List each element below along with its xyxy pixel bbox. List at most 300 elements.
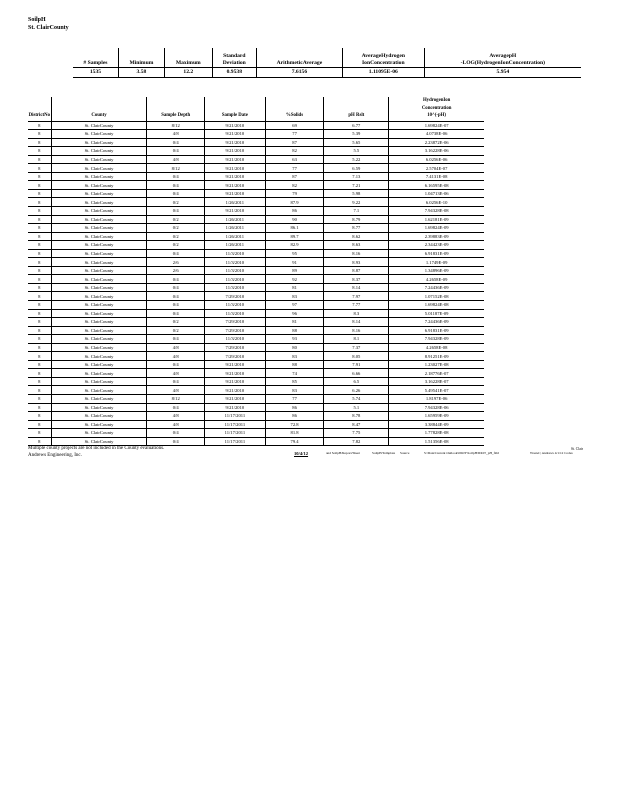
cell-hydrogen: 7.24436E-09 bbox=[389, 318, 484, 327]
table-row bbox=[28, 275, 484, 284]
detail-header-row bbox=[28, 97, 484, 121]
detail-header-solids: %Solids bbox=[265, 97, 324, 121]
cell-county: St. ClairCounty bbox=[51, 241, 147, 250]
cell-ph: 9.22 bbox=[324, 198, 389, 207]
cell-district: 8 bbox=[28, 283, 51, 292]
cell-depth: 0/4 bbox=[147, 189, 205, 198]
cell-depth: 0/4 bbox=[147, 377, 205, 386]
cell-date: 9/21/2010 bbox=[205, 377, 266, 386]
cell-solids: 77 bbox=[265, 395, 324, 404]
cell-county: St. ClairCounty bbox=[51, 249, 147, 258]
cell-ph: 6.77 bbox=[324, 121, 389, 130]
cell-solids: 81 bbox=[265, 283, 324, 292]
cell-date: 9/21/2010 bbox=[205, 369, 266, 378]
cell-hydrogen: 2.34423E-09 bbox=[389, 241, 484, 250]
table-row bbox=[28, 147, 484, 156]
cell-hydrogen: 5.01187E-09 bbox=[389, 309, 484, 318]
cell-solids: 82 bbox=[265, 147, 324, 156]
table-row bbox=[28, 412, 484, 421]
cell-date: 9/21/2010 bbox=[205, 121, 266, 130]
cell-district: 8 bbox=[28, 403, 51, 412]
cell-solids: 83 bbox=[265, 292, 324, 301]
cell-county: St. ClairCounty bbox=[51, 300, 147, 309]
footer-right-top: St. Clair bbox=[571, 447, 583, 451]
cell-hydrogen: 3.16228E-06 bbox=[389, 147, 484, 156]
cell-ph: 5.39 bbox=[324, 130, 389, 139]
cell-hydrogen: 1.8197E-06 bbox=[389, 395, 484, 404]
cell-depth: 0/4 bbox=[147, 292, 205, 301]
summary-header-minimum: Minimum bbox=[118, 48, 164, 68]
cell-solids: 77 bbox=[265, 164, 324, 173]
cell-county: St. ClairCounty bbox=[51, 386, 147, 395]
table-row bbox=[28, 352, 484, 361]
summary-value-avg-hydrogen: 1.11095E-06 bbox=[342, 68, 424, 78]
table-row bbox=[28, 189, 484, 198]
cell-district: 8 bbox=[28, 155, 51, 164]
cell-depth: 0/2 bbox=[147, 326, 205, 335]
cell-date: 11/17/2011 bbox=[205, 437, 266, 446]
cell-hydrogen: 7.94328E-09 bbox=[389, 335, 484, 344]
cell-solids: 69 bbox=[265, 121, 324, 130]
cell-county: St. ClairCounty bbox=[51, 437, 147, 446]
summary-value-avg-ph: 5.954 bbox=[424, 68, 581, 78]
table-row bbox=[28, 386, 484, 395]
cell-district: 8 bbox=[28, 326, 51, 335]
cell-depth: 0/4 bbox=[147, 147, 205, 156]
table-row bbox=[28, 138, 484, 147]
cell-ph: 8.93 bbox=[324, 258, 389, 267]
cell-solids: 93 bbox=[265, 335, 324, 344]
cell-hydrogen: 6.91831E-09 bbox=[389, 249, 484, 258]
cell-district: 8 bbox=[28, 232, 51, 241]
cell-solids: 95 bbox=[265, 249, 324, 258]
table-row bbox=[28, 318, 484, 327]
table-row bbox=[28, 369, 484, 378]
report-title bbox=[28, 16, 69, 32]
cell-hydrogen: 4.2658E-08 bbox=[389, 343, 484, 352]
detail-header-district: DistrictNo bbox=[28, 97, 51, 121]
cell-solids: 83 bbox=[265, 352, 324, 361]
cell-depth: 0/4 bbox=[147, 138, 205, 147]
cell-solids: 77 bbox=[265, 130, 324, 139]
cell-ph: 8.16 bbox=[324, 249, 389, 258]
cell-ph: 5.22 bbox=[324, 155, 389, 164]
cell-county: St. ClairCounty bbox=[51, 292, 147, 301]
cell-hydrogen: 1.04713E-06 bbox=[389, 189, 484, 198]
cell-hydrogen: 7.94328E-08 bbox=[389, 206, 484, 215]
cell-solids: 89.7 bbox=[265, 232, 324, 241]
cell-solids: 83 bbox=[265, 386, 324, 395]
cell-hydrogen: 3.16228E-07 bbox=[389, 377, 484, 386]
table-row bbox=[28, 360, 484, 369]
cell-ph: 7.82 bbox=[324, 437, 389, 446]
table-row bbox=[28, 326, 484, 335]
cell-county: St. ClairCounty bbox=[51, 138, 147, 147]
cell-county: St. ClairCounty bbox=[51, 360, 147, 369]
cell-date: 9/21/2010 bbox=[205, 181, 266, 190]
cell-hydrogen: 4.0738E-06 bbox=[389, 130, 484, 139]
summary-value-samples: 1535 bbox=[73, 68, 118, 78]
cell-date: 9/21/2010 bbox=[205, 403, 266, 412]
table-row bbox=[28, 292, 484, 301]
cell-ph: 6.59 bbox=[324, 164, 389, 173]
cell-district: 8 bbox=[28, 309, 51, 318]
cell-hydrogen: 6.0256E-06 bbox=[389, 155, 484, 164]
table-row bbox=[28, 335, 484, 344]
cell-ph: 7.77 bbox=[324, 300, 389, 309]
cell-county: St. ClairCounty bbox=[51, 224, 147, 233]
table-row bbox=[28, 164, 484, 173]
cell-depth: 4/8 bbox=[147, 155, 205, 164]
cell-county: St. ClairCounty bbox=[51, 266, 147, 275]
cell-depth: 0/2 bbox=[147, 241, 205, 250]
cell-depth: 0/2 bbox=[147, 198, 205, 207]
cell-depth: 0/4 bbox=[147, 275, 205, 284]
cell-depth: 0/4 bbox=[147, 429, 205, 438]
table-row bbox=[28, 206, 484, 215]
table-row bbox=[28, 241, 484, 250]
cell-date: 9/21/2010 bbox=[205, 172, 266, 181]
cell-hydrogen: 1.69824E-07 bbox=[389, 121, 484, 130]
cell-county: St. ClairCounty bbox=[51, 130, 147, 139]
cell-date: 9/21/2010 bbox=[205, 360, 266, 369]
cell-county: St. ClairCounty bbox=[51, 215, 147, 224]
cell-depth: 8/12 bbox=[147, 395, 205, 404]
cell-district: 8 bbox=[28, 266, 51, 275]
detail-header-depth: Sample Depth bbox=[147, 97, 205, 121]
cell-solids: 72.8 bbox=[265, 420, 324, 429]
cell-district: 8 bbox=[28, 189, 51, 198]
cell-district: 8 bbox=[28, 258, 51, 267]
cell-solids: 79.4 bbox=[265, 437, 324, 446]
cell-depth: 0/2 bbox=[147, 318, 205, 327]
cell-date: 11/3/2010 bbox=[205, 309, 266, 318]
table-row bbox=[28, 300, 484, 309]
table-row bbox=[28, 232, 484, 241]
cell-solids: 86 bbox=[265, 412, 324, 421]
summary-value-minimum: 3.58 bbox=[118, 68, 164, 78]
cell-solids: 86 bbox=[265, 403, 324, 412]
cell-date: 1/26/2011 bbox=[205, 198, 266, 207]
cell-district: 8 bbox=[28, 335, 51, 344]
cell-district: 8 bbox=[28, 377, 51, 386]
cell-solids: 82 bbox=[265, 181, 324, 190]
cell-county: St. ClairCounty bbox=[51, 377, 147, 386]
cell-solids: 85 bbox=[265, 377, 324, 386]
cell-hydrogen: 1.69824E-08 bbox=[389, 300, 484, 309]
cell-date: 11/17/2011 bbox=[205, 412, 266, 421]
cell-hydrogen: 5.49541E-07 bbox=[389, 386, 484, 395]
cell-solids: 79 bbox=[265, 189, 324, 198]
cell-solids: 87 bbox=[265, 138, 324, 147]
footer-note: Multiple county projects are not included in the County evaluations. bbox=[28, 446, 165, 451]
cell-solids: 80 bbox=[265, 343, 324, 352]
cell-solids: 74 bbox=[265, 369, 324, 378]
cell-date: 9/21/2010 bbox=[205, 130, 266, 139]
cell-district: 8 bbox=[28, 412, 51, 421]
cell-solids: 97 bbox=[265, 300, 324, 309]
table-row bbox=[28, 172, 484, 181]
cell-date: 7/29/2010 bbox=[205, 318, 266, 327]
cell-date: 7/29/2010 bbox=[205, 343, 266, 352]
cell-depth: 8/12 bbox=[147, 121, 205, 130]
summary-table bbox=[73, 48, 581, 78]
cell-date: 11/3/2010 bbox=[205, 258, 266, 267]
cell-ph: 7.37 bbox=[324, 343, 389, 352]
cell-district: 8 bbox=[28, 224, 51, 233]
cell-county: St. ClairCounty bbox=[51, 420, 147, 429]
cell-district: 8 bbox=[28, 138, 51, 147]
cell-county: St. ClairCounty bbox=[51, 206, 147, 215]
footer-source-path: S:\Data\Current Outlook\IDOT\SoilpH\IDOT_pH_fld2 bbox=[424, 451, 500, 455]
cell-ph: 8.77 bbox=[324, 224, 389, 233]
summary-header-arith-avg: ArithmeticAverage bbox=[256, 48, 342, 68]
cell-ph: 8.14 bbox=[324, 318, 389, 327]
cell-county: St. ClairCounty bbox=[51, 412, 147, 421]
cell-district: 8 bbox=[28, 386, 51, 395]
cell-ph: 7.75 bbox=[324, 429, 389, 438]
cell-ph: 8.87 bbox=[324, 266, 389, 275]
cell-depth: 0/4 bbox=[147, 249, 205, 258]
cell-depth: 4/8 bbox=[147, 386, 205, 395]
cell-county: St. ClairCounty bbox=[51, 198, 147, 207]
footer-author: Wsatel | Andrews 4/1/12 Codes bbox=[530, 451, 573, 455]
cell-depth: 0/4 bbox=[147, 172, 205, 181]
cell-hydrogen: 6.16595E-08 bbox=[389, 181, 484, 190]
cell-district: 8 bbox=[28, 206, 51, 215]
cell-ph: 6.66 bbox=[324, 369, 389, 378]
cell-ph: 8.78 bbox=[324, 412, 389, 421]
cell-date: 11/3/2010 bbox=[205, 283, 266, 292]
table-row bbox=[28, 130, 484, 139]
cell-district: 8 bbox=[28, 369, 51, 378]
cell-date: 9/21/2010 bbox=[205, 147, 266, 156]
cell-date: 1/26/2011 bbox=[205, 232, 266, 241]
summary-header-std-dev: Standard Deviation bbox=[212, 48, 256, 68]
cell-district: 8 bbox=[28, 241, 51, 250]
cell-hydrogen: 7.94328E-06 bbox=[389, 403, 484, 412]
cell-solids: 86.1 bbox=[265, 224, 324, 233]
cell-hydrogen: 1.77828E-08 bbox=[389, 429, 484, 438]
cell-date: 9/21/2010 bbox=[205, 138, 266, 147]
cell-ph: 8.47 bbox=[324, 420, 389, 429]
cell-county: St. ClairCounty bbox=[51, 352, 147, 361]
table-row bbox=[28, 198, 484, 207]
cell-county: St. ClairCounty bbox=[51, 403, 147, 412]
cell-ph: 7.21 bbox=[324, 181, 389, 190]
cell-date: 1/26/2011 bbox=[205, 215, 266, 224]
cell-district: 8 bbox=[28, 352, 51, 361]
detail-header-date: Sample Date bbox=[205, 97, 266, 121]
cell-hydrogen: 6.91831E-09 bbox=[389, 326, 484, 335]
cell-hydrogen: 1.65959E-09 bbox=[389, 412, 484, 421]
cell-hydrogen: 1.69824E-09 bbox=[389, 224, 484, 233]
detail-header-ph: pH Rslt bbox=[324, 97, 389, 121]
cell-date: 9/21/2010 bbox=[205, 395, 266, 404]
cell-district: 8 bbox=[28, 360, 51, 369]
footer-date: 10/4/12 bbox=[294, 451, 309, 456]
summary-header-avg-hydrogen: AverageHydrogen IonConcentration bbox=[342, 48, 424, 68]
cell-solids: 88 bbox=[265, 360, 324, 369]
cell-depth: 0/4 bbox=[147, 335, 205, 344]
cell-depth: 4/8 bbox=[147, 412, 205, 421]
cell-county: St. ClairCounty bbox=[51, 164, 147, 173]
cell-depth: 0/4 bbox=[147, 360, 205, 369]
cell-hydrogen: 4.2658E-09 bbox=[389, 275, 484, 284]
report-title-line1: SoilpH bbox=[28, 17, 46, 23]
summary-header-avg-ph: AveragepH -LOG(HydrogenIonConcentration) bbox=[424, 48, 581, 68]
footer-report-ref: and SoilpH/Report/Sheet bbox=[326, 451, 360, 455]
table-row bbox=[28, 377, 484, 386]
cell-date: 1/26/2011 bbox=[205, 224, 266, 233]
summary-value-std-dev: 0.9538 bbox=[212, 68, 256, 78]
cell-district: 8 bbox=[28, 343, 51, 352]
cell-district: 8 bbox=[28, 249, 51, 258]
summary-value-maximum: 12.2 bbox=[164, 68, 212, 78]
cell-depth: 0/4 bbox=[147, 283, 205, 292]
cell-county: St. ClairCounty bbox=[51, 283, 147, 292]
cell-ph: 5.74 bbox=[324, 395, 389, 404]
cell-ph: 5.98 bbox=[324, 189, 389, 198]
cell-county: St. ClairCounty bbox=[51, 155, 147, 164]
cell-depth: 0/2 bbox=[147, 224, 205, 233]
cell-solids: 90 bbox=[265, 215, 324, 224]
cell-district: 8 bbox=[28, 300, 51, 309]
cell-date: 7/29/2010 bbox=[205, 326, 266, 335]
cell-ph: 5.1 bbox=[324, 403, 389, 412]
cell-county: St. ClairCounty bbox=[51, 429, 147, 438]
summary-value-row bbox=[73, 68, 581, 78]
cell-ph: 8.05 bbox=[324, 352, 389, 361]
cell-hydrogen: 1.62181E-09 bbox=[389, 215, 484, 224]
cell-county: St. ClairCounty bbox=[51, 326, 147, 335]
cell-depth: 4/8 bbox=[147, 130, 205, 139]
cell-depth: 0/4 bbox=[147, 181, 205, 190]
cell-date: 7/29/2010 bbox=[205, 292, 266, 301]
cell-hydrogen: 7.4131E-08 bbox=[389, 172, 484, 181]
table-row bbox=[28, 420, 484, 429]
cell-date: 11/3/2010 bbox=[205, 275, 266, 284]
cell-date: 9/21/2010 bbox=[205, 206, 266, 215]
cell-ph: 8.3 bbox=[324, 309, 389, 318]
cell-hydrogen: 7.24436E-09 bbox=[389, 283, 484, 292]
cell-date: 9/21/2010 bbox=[205, 155, 266, 164]
cell-solids: 86 bbox=[265, 206, 324, 215]
table-row bbox=[28, 181, 484, 190]
cell-date: 11/17/2011 bbox=[205, 429, 266, 438]
cell-date: 11/17/2011 bbox=[205, 420, 266, 429]
cell-hydrogen: 1.34896E-09 bbox=[389, 266, 484, 275]
footer-source-label: Source bbox=[400, 451, 410, 455]
cell-district: 8 bbox=[28, 147, 51, 156]
cell-depth: 0/2 bbox=[147, 215, 205, 224]
cell-depth: 0/4 bbox=[147, 309, 205, 318]
report-title-line2: St. ClairCounty bbox=[28, 25, 69, 31]
cell-county: St. ClairCounty bbox=[51, 181, 147, 190]
cell-hydrogen: 2.39883E-09 bbox=[389, 232, 484, 241]
cell-ph: 7.1 bbox=[324, 206, 389, 215]
cell-district: 8 bbox=[28, 172, 51, 181]
table-row bbox=[28, 249, 484, 258]
summary-header-maximum: Maximum bbox=[164, 48, 212, 68]
cell-ph: 5.5 bbox=[324, 147, 389, 156]
cell-date: 9/21/2010 bbox=[205, 164, 266, 173]
table-row bbox=[28, 309, 484, 318]
cell-date: 11/3/2010 bbox=[205, 300, 266, 309]
cell-county: St. ClairCounty bbox=[51, 232, 147, 241]
cell-depth: 0/4 bbox=[147, 403, 205, 412]
cell-solids: 63 bbox=[265, 155, 324, 164]
cell-county: St. ClairCounty bbox=[51, 258, 147, 267]
cell-county: St. ClairCounty bbox=[51, 275, 147, 284]
cell-hydrogen: 8.91251E-09 bbox=[389, 352, 484, 361]
cell-county: St. ClairCounty bbox=[51, 343, 147, 352]
cell-solids: 91 bbox=[265, 258, 324, 267]
table-row bbox=[28, 343, 484, 352]
cell-hydrogen: 1.07152E-08 bbox=[389, 292, 484, 301]
cell-solids: 87 bbox=[265, 172, 324, 181]
table-row bbox=[28, 258, 484, 267]
cell-district: 8 bbox=[28, 198, 51, 207]
cell-ph: 6.26 bbox=[324, 386, 389, 395]
cell-ph: 8.1 bbox=[324, 335, 389, 344]
table-row bbox=[28, 215, 484, 224]
cell-ph: 6.5 bbox=[324, 377, 389, 386]
cell-depth: 2/6 bbox=[147, 266, 205, 275]
cell-date: 1/26/2011 bbox=[205, 241, 266, 250]
cell-county: St. ClairCounty bbox=[51, 335, 147, 344]
cell-depth: 4/8 bbox=[147, 420, 205, 429]
cell-depth: 0/4 bbox=[147, 300, 205, 309]
cell-district: 8 bbox=[28, 420, 51, 429]
cell-ph: 8.16 bbox=[324, 326, 389, 335]
cell-solids: 88 bbox=[265, 326, 324, 335]
footer-company: Andrews Engineering, Inc. bbox=[28, 453, 82, 458]
cell-date: 9/21/2010 bbox=[205, 189, 266, 198]
cell-district: 8 bbox=[28, 395, 51, 404]
summary-header-row bbox=[73, 48, 581, 68]
cell-depth: 8/12 bbox=[147, 164, 205, 173]
cell-date: 9/21/2010 bbox=[205, 386, 266, 395]
cell-county: St. ClairCounty bbox=[51, 172, 147, 181]
cell-solids: 87.9 bbox=[265, 198, 324, 207]
cell-ph: 7.91 bbox=[324, 360, 389, 369]
summary-value-arith-avg: 7.6156 bbox=[256, 68, 342, 78]
cell-county: St. ClairCounty bbox=[51, 395, 147, 404]
cell-county: St. ClairCounty bbox=[51, 309, 147, 318]
cell-depth: 4/8 bbox=[147, 343, 205, 352]
cell-solids: 81 bbox=[265, 318, 324, 327]
table-row bbox=[28, 266, 484, 275]
cell-county: St. ClairCounty bbox=[51, 189, 147, 198]
cell-district: 8 bbox=[28, 275, 51, 284]
footer-template-ref: SoilpH/Template bbox=[372, 451, 396, 455]
table-row bbox=[28, 155, 484, 164]
cell-solids: 82.9 bbox=[265, 241, 324, 250]
cell-district: 8 bbox=[28, 292, 51, 301]
cell-depth: 0/4 bbox=[147, 437, 205, 446]
cell-district: 8 bbox=[28, 164, 51, 173]
detail-table bbox=[28, 97, 484, 446]
table-row bbox=[28, 429, 484, 438]
cell-district: 8 bbox=[28, 181, 51, 190]
cell-solids: 81.8 bbox=[265, 429, 324, 438]
cell-county: St. ClairCounty bbox=[51, 147, 147, 156]
cell-date: 11/3/2010 bbox=[205, 335, 266, 344]
cell-ph: 8.37 bbox=[324, 275, 389, 284]
cell-ph: 8.14 bbox=[324, 283, 389, 292]
cell-district: 8 bbox=[28, 437, 51, 446]
